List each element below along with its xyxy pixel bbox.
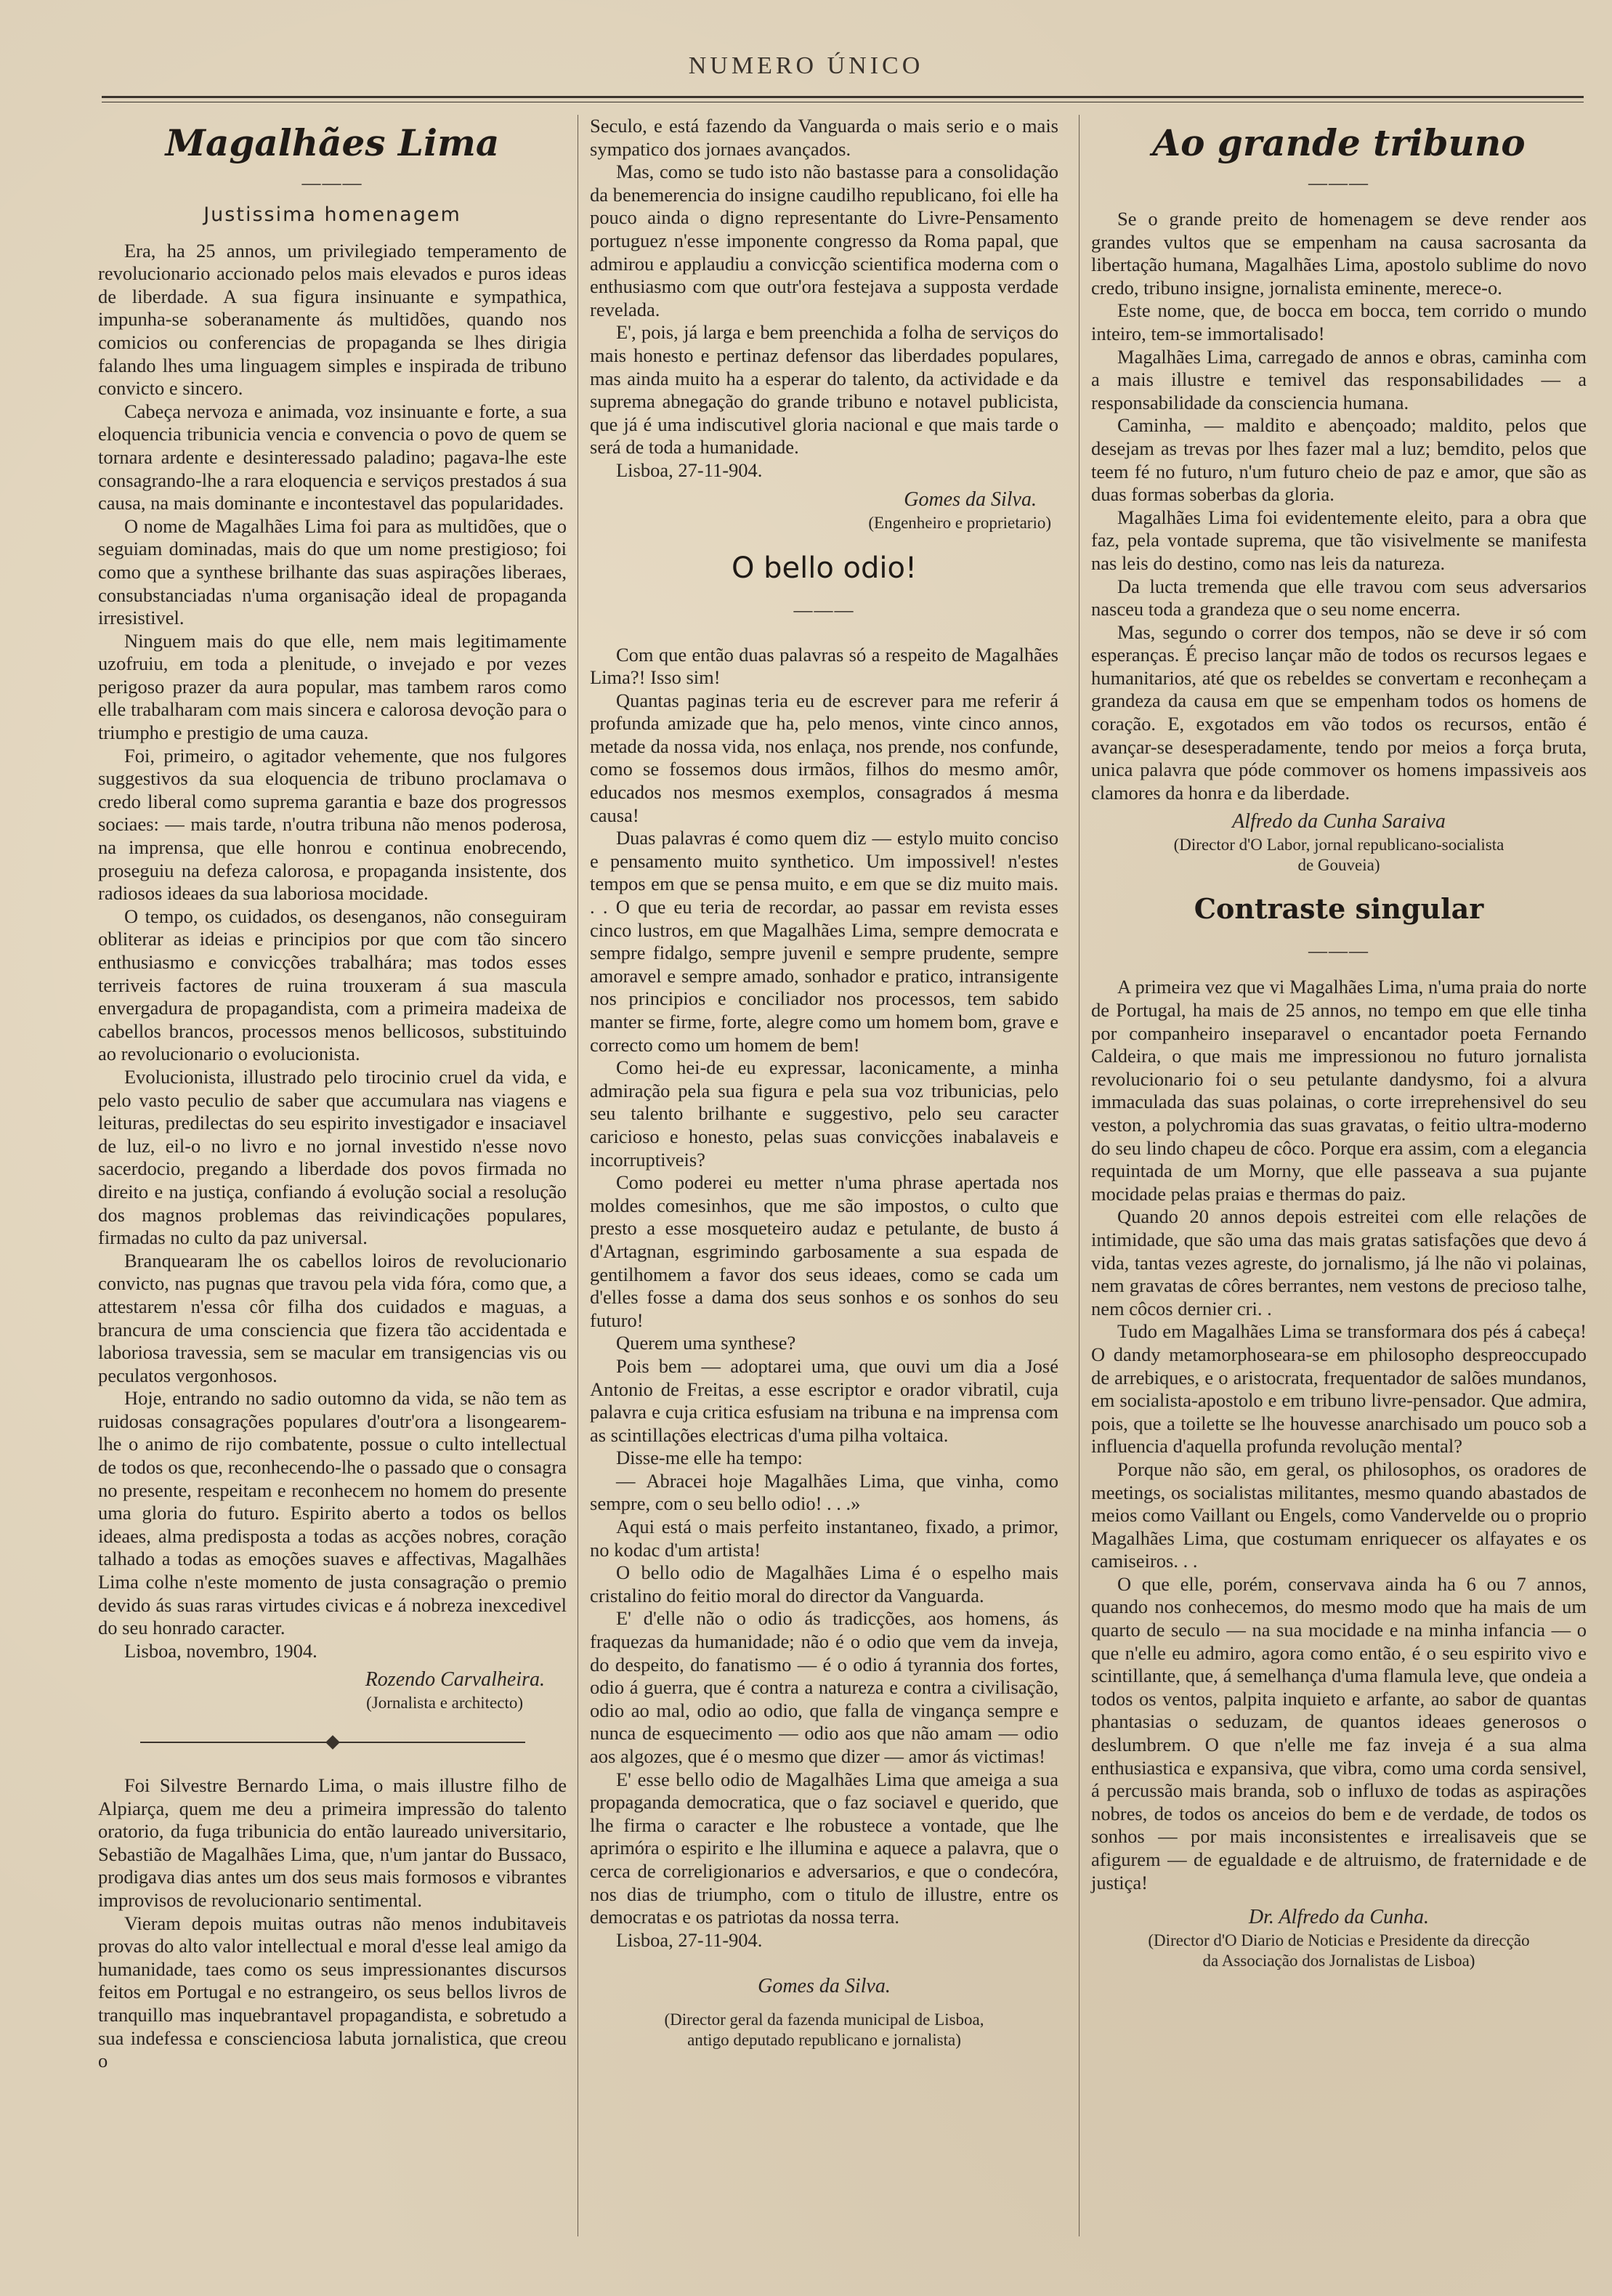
title-separator: ———: [301, 172, 363, 193]
paragraph: — Abracei hoje Magalhães Lima, que vinha, como sempre, com o seu bello odio! . . .»: [590, 1469, 1058, 1515]
author-credit: (Jornalista e architecto): [366, 1694, 523, 1713]
author-signature: Rozendo Carvalheira.: [365, 1668, 545, 1691]
author-credit: (Director d'O Labor, jornal republicano-socialista: [1173, 836, 1504, 854]
paragraph: Ninguem mais do que elle, nem mais legitimamente uzofruiu, em toda a plenitude, o invejado e por vezes perigoso prazer da aura popular, mas tambem raros como elle trabalharam com mais sincera e calorosa devoção para o triumpho e prestigio de uma cauza.: [98, 629, 567, 744]
paragraph: Foi, primeiro, o agitador vehemente, que nos fulgores suggestivos da sua eloquencia de tribuno proclamava o credo liberal como suprema garantia e baze dos progressos sociaes: — mais tarde, n'outra tribuna não menos poderosa, na imprensa, que elle honrou e continua enobrecendo, proseguiu na defeza calorosa, e propaganda insistente, dos radiosos ideaes da sua laboriosa mocidade.: [98, 744, 567, 905]
title-separator: ———: [1308, 172, 1369, 193]
paragraph: Quantas paginas teria eu de escrever para me referir á profunda amizade que ha, pelo menos, vinte cinco annos, metade da nossa vida, nos enlaça, nos prende, nos confunde, como se fossemos dous irmãos, filhos do mesmo amôr, educados nos mesmos exemplos, consagrados á mesma causa!: [590, 689, 1058, 826]
column-3: [1091, 115, 1587, 1971]
paragraph: Foi Silvestre Bernardo Lima, o mais illustre filho de Alpiarça, quem me deu a primeira impressão do talento oratorio, da fuga tribunicia do então laureado universitario, Sebastião de Magalhães Lima, que, n'um jantar do Bussaco, prodigava dias antes um dos seus mais formosos e vibrantes improvisos de revolucionario sentimental.: [98, 1774, 567, 1911]
article-title: Magalhães Lima: [165, 121, 500, 164]
author-credit: (Director geral da fazenda municipal de Lisboa,: [664, 2010, 984, 2029]
title-separator: ———: [793, 599, 855, 621]
paragraph: Pois bem — adoptarei uma, que ouvi um dia a José Antonio de Freitas, a esse escriptor e orador vibratil, cuja palavra e cuja critica esfusiam na tribuna e na imprensa com as scintillações electricas d'uma pilha voltaica.: [590, 1354, 1058, 1446]
paragraph: Caminha, — maldito e abençoado; maldito, pelos que desejam as trevas por lhes fazer mal a luz; bemdito, pelos que teem fé no futuro, n'um futuro cheio de paz e amor, que são as duas formas soberbas da gloria.: [1091, 414, 1587, 506]
author-credit: antigo deputado republicano e jornalista): [687, 2031, 961, 2050]
paragraph: Porque não são, em geral, os philosophos, os oradores de meetings, os socialistas militantes, mesmo quando abastados de meios como Vaillant ou Engels, como Vandervelde ou o proprio Magalhães Lima, que costumam enriquecer os alfayates e os camiseiros. . .: [1091, 1458, 1587, 1572]
paragraph: Como poderei eu metter n'uma phrase apertada nos moldes comesinhos, que me são impostos, o culto que presto a esse mosqueteiro audaz e petulante, de busto á d'Artagnan, esgrimindo garbosamente a sua espada de gentilhomem a favor dos seus ideaes, como se cada um d'elles fosse a dama dos seus sonhos e os sonhos do seu futuro!: [590, 1171, 1058, 1331]
paragraph: Mas, como se tudo isto não bastasse para a consolidação da benemerencia do insigne caudilho republicano, foi elle ha pouco ainda o digno representante do Livre-Pensamento portuguez n'esse imponente congresso da Roma papal, que admirou e applaudiu a convicção scientifica moderna com o enthusiasmo com que outr'ora festejava a supposta verdade revelada.: [590, 161, 1058, 320]
article-title: Ao grande tribuno: [1152, 121, 1526, 164]
paragraph: E' d'elle não o odio ás tradicções, aos homens, ás fraquezas da humanidade; não é o odio que vem da inveja, do despeito, do fanatismo — é o odio á tyrannia dos fortes, odio á guerra, que é contra a natureza e contra a civilisação, odio ao mal, odio ao odio, que falla de vingança sempre e nunca de esquecimento — odio aos que não amam — odio aos algozes, que é o mesmo que dizer — amor ás victimas!: [590, 1607, 1058, 1767]
paragraph: E' esse bello odio de Magalhães Lima que ameiga a sua propaganda democratica, que o faz sociavel e querido, que lhe firma o caracter e lhe robustece a vontade, que lhe aprimóra o espirito e lhe illumina e aquece a palavra, que o cerca de correligionarios e adversarios, e que o condecóra, nos dias de triumpho, com o titulo de illustre, entre os democratas e os patriotas da nossa terra.: [590, 1768, 1058, 1928]
paragraph: Vieram depois muitas outras não menos indubitaveis provas do alto valor intellectual e moral d'esse leal amigo da humanidade, taes como os seus impressionantes discursos feitos em Portugal e no estrangeiro, os seus bellos livros de tranquillo mas inquebrantavel propagandista, e sobretudo a sua indefessa e conscienciosa labuta jornalistica, que creou o: [98, 1912, 567, 2072]
paragraph: A primeira vez que vi Magalhães Lima, n'uma praia do norte de Portugal, ha mais de 25 annos, no tempo em que elle tinha por companheiro inseparavel o encantador poeta Fernando Caldeira, o que mais me impressionou no futuro jornalista revolucionario foi o seu petulante dandysmo, foi a alvura immaculada das suas polainas, o corte irreprehensivel do seu veston, a polychromia das suas gravatas, o feitio ultra-moderno do seu lindo chapeu de côco. Porque era assim, com a elegancia requintada de um Morny, que elle passeava a sua pujante mocidade pelas praias e thermas do paiz.: [1091, 976, 1587, 1205]
paragraph: Se o grande preito de homenagem se deve render aos grandes vultos que se empenham na causa sacrosanta da libertação humana, Magalhães Lima, apostolo sublime do novo credo, tribuno insigne, jornalista eminente, merece-o.: [1091, 208, 1587, 299]
paragraph: Este nome, que, de bocca em bocca, tem corrido o mundo inteiro, tem-se immortalisado!: [1091, 299, 1587, 344]
paragraph: E', pois, já larga e bem preenchida a folha de serviços do mais honesto e pertinaz defensor das liberdades populares, mas ainda muito ha a esperar do talento, da actividade e da suprema abnegação do grande tribuno e notavel publicista, que já é uma indiscutivel gloria nacional e que mais tarde o será de toda a humanidade.: [590, 321, 1058, 458]
author-signature: Gomes da Silva.: [758, 1975, 891, 1998]
paragraph: Com que então duas palavras só a respeito de Magalhães Lima?! Isso sim!: [590, 643, 1058, 689]
dateline: Lisboa, novembro, 1904.: [124, 1639, 317, 1662]
author-credit: (Engenheiro e proprietario): [868, 513, 1051, 532]
paragraph: Cabeça nervoza e animada, voz insinuante e forte, a sua eloquencia tribunicia vencia e convencia o povo de quem se tornara ardente e desinteressado paladino; pagava-lhe este consagrando-lhe a rara eloquencia e serviços prestados á sua causa, na mais dominante e incontestavel das popularidades.: [98, 400, 567, 514]
column-divider: [1079, 115, 1080, 2236]
paragraph: Querem uma synthese?: [616, 1332, 796, 1354]
column-1: [98, 115, 567, 2073]
title-separator: ———: [1308, 940, 1369, 962]
author-credit: da Associação dos Jornalistas de Lisboa): [1202, 1952, 1475, 1970]
masthead-rule: [102, 96, 1584, 98]
paragraph: Magalhães Lima, carregado de annos e obras, caminha com a mais illustre e temivel das responsabilidades — a responsabilidade da consciencia humana.: [1091, 345, 1587, 413]
paragraph: O nome de Magalhães Lima foi para as multidões, que o seguiam dominadas, mais do que um nome prestigioso; foi como que a synthese brilhante das suas aspirações liberaes, consubstanciadas n'uma organisação ideal de propaganda irresistivel.: [98, 514, 567, 629]
paragraph: Evolucionista, illustrado pelo tirocinio cruel da vida, e pelo vasto peculio de saber que accumulara nas viagens e leituras, predilectas do seu espirito investigador e insaciavel de luz, eil-o no livro e no jornal investido n'esse novo sacerdocio, pregando a liberdade dos povos firmada no direito e na justiça, confiando á evolução social a resolução dos magnos problemas das reivindicações populares, firmadas no culto da paz universal.: [98, 1065, 567, 1249]
paragraph: O bello odio de Magalhães Lima é o espelho mais cristalino do feitio moral do director da Vanguarda.: [590, 1561, 1058, 1606]
article-subtitle: Justissima homenagem: [203, 203, 461, 226]
paragraph: Hoje, entrando no sadio outomno da vida, se não tem as ruidosas consagrações populares d'outr'ora a lisongearem-lhe o animo de rijo combatente, possue o culto intellectual de todos os que, reconhecendo-lhe o passado que o consagra no presente, respeitam e reconhecem no homem do presente uma gloria do futuro. Espirito aberto a todos os bellos ideaes, alma predisposta a todas as acções nobres, coração talhado a todas as emoções suaves e affectivas, Magalhães Lima colhe n'este momento de justa consagração o premio devido ás suas raras virtudes civicas e á nobreza inexcedivel do seu honrado caracter.: [98, 1387, 567, 1639]
dateline: Lisboa, 27-11-904.: [616, 458, 763, 481]
paragraph: Seculo, e está fazendo da Vanguarda o mais serio e o mais sympatico dos jornaes avançados.: [590, 115, 1058, 160]
paragraph: Disse-me elle ha tempo:: [616, 1447, 803, 1469]
paragraph: O tempo, os cuidados, os desenganos, não conseguiram obliterar as ideias e principios por que com tão sincero enthusiasmo e convicções trabalhára; mas todos esses terriveis factores de ruina trouxeram á sua mascula envergadura de propagandista, com a primeira madeixa de cabellos brancos, processos menos bellicosos, substituindo ao revolucionario o evolucionista.: [98, 905, 567, 1065]
paragraph: Tudo em Magalhães Lima se transformara dos pés á cabeça! O dandy metamorphoseara-se em philosopho despreoccupado de arrebiques, e o aristocrata, frequentador de salões mundanos, em socialista-apostolo e em tribuno livre-pensador. Que admira, pois, que a toilette se lhe houvesse anarchisado um pouco sob a influencia d'aquella profunda revolução mental?: [1091, 1320, 1587, 1458]
paragraph: Aqui está o mais perfeito instantaneo, fixado, a primor, no kodac d'um artista!: [590, 1516, 1058, 1561]
column-2: [590, 115, 1058, 2050]
dateline: Lisboa, 27-11-904.: [616, 1928, 763, 1951]
paragraph: Branquearam lhe os cabellos loiros de revolucionario convicto, nas pugnas que travou pela vida fóra, como que, a attestarem n'essa côr filha dos cuidados e maguas, a brancura de uma consciencia que fizera tão accidentada e laboriosa travessia, sem se macular em transigencias vis ou peculatos vergonhosos.: [98, 1249, 567, 1386]
paragraph: Da lucta tremenda que elle travou com seus adversarios nasceu toda a grandeza que o seu nome encerra.: [1091, 575, 1587, 621]
author-credit: (Director d'O Diario de Noticias e Presidente da direcção: [1148, 1931, 1530, 1950]
masthead: NUMERO ÚNICO: [688, 52, 924, 79]
article-title: O bello odio!: [731, 551, 918, 585]
author-signature: Dr. Alfredo da Cunha.: [1248, 1906, 1430, 1929]
author-signature: Gomes da Silva.: [904, 488, 1037, 511]
ornament-divider: [98, 1729, 567, 1753]
paragraph: Era, ha 25 annos, um privilegiado temperamento de revolucionario accionado pelos mais elevados e puros ideas de liberdade. A sua figura insinuante e sympathica, impunha-se soberanamente ás multidões, quando nos comicios ou conferencias de propaganda se lhes dirigia falando lhes uma linguagem simples e inspirada de tribuno convicto e sincero.: [98, 239, 567, 400]
author-signature: Alfredo da Cunha Saraiva: [1232, 810, 1446, 833]
paragraph: Como hei-de eu expressar, laconicamente, a minha admiração pela sua figura e pela sua voz tribunicias, pelo seu talento brilhante e suggestivo, pelo seu caracter caricioso e honesto, pelas suas convicções inabalaveis e incorruptiveis?: [590, 1056, 1058, 1171]
paragraph: Quando 20 annos depois estreitei com elle relações de intimidade, que são uma das mais gratas satisfações que devo á vida, tantas vezes agreste, do jornalismo, já lhe não vi polainas, nem gravatas de côres berrantes, nem vestons de precioso talhe, nem côcos dernier cri. .: [1091, 1205, 1587, 1319]
article-title: Contraste singular: [1194, 892, 1484, 926]
paragraph: O que elle, porém, conservava ainda ha 6 ou 7 annos, quando nos conhecemos, do mesmo modo que ha mais de um quarto de seculo — na sua mocidade e na minha infancia — o que n'elle eu admiro, agora como então, é o seu espirito vivo e scintillante, que, á semelhança d'uma flamula leve, que ondeia a todos os ventos, palpita inquieto e arfante, ao sabor de quantas phantasias o seduzam, de quantos ideaes generosos o deslumbrem. O que n'elle me faz inveja é a sua alma enthusiastica e expansiva, que vibra, como uma corda sensivel, á percussão mais branda, sob o influxo de todas as aspirações nobres, de todos os anceios do bem e de verdade, de todos os sonhos — por mais inconsistentes e irrealisaveis que se afigurem — de egualdade e de altruismo, de fraternidade e de justiça!: [1091, 1572, 1587, 1893]
author-credit: de Gouveia): [1297, 856, 1380, 875]
paragraph: Magalhães Lima foi evidentemente eleito, para a obra que faz, pela vontade suprema, que tão visivelmente se manifesta nas leis do destino, como nas leis da natureza.: [1091, 506, 1587, 574]
paragraph: Duas palavras é como quem diz — estylo muito conciso e pensamento muito synthetico. Um impossivel! n'estes tempos em que se pensa muito, e em que se diz muito mais. . . O que eu teria de recordar, ao passar em revista esses cinco lustros, em que Magalhães Lima, sempre democrata e sempre fidalgo, sempre juvenil e sempre prudente, sempre amoravel e sempre amado, sonhador e pratico, intransigente nos principios e conciliador nos processos, tem sabido manter se firme, forte, alegre como um homem bom, grave e correcto como um homem de bem!: [590, 827, 1058, 1056]
paragraph: Mas, segundo o correr dos tempos, não se deve ir só com esperanças. É preciso lançar mão de todos os recursos legaes e humanitarios, até que os rebeldes se convertam e reconheçam a grandeza da causa em que se empenham todos os homens de coração. E, exgotados em vão todos os recursos, então é avançar-se desesperadamente, tendo por meios a força bruta, unica palavra que póde commover os homens impassiveis aos clamores da honra e da liberdade.: [1091, 621, 1587, 804]
